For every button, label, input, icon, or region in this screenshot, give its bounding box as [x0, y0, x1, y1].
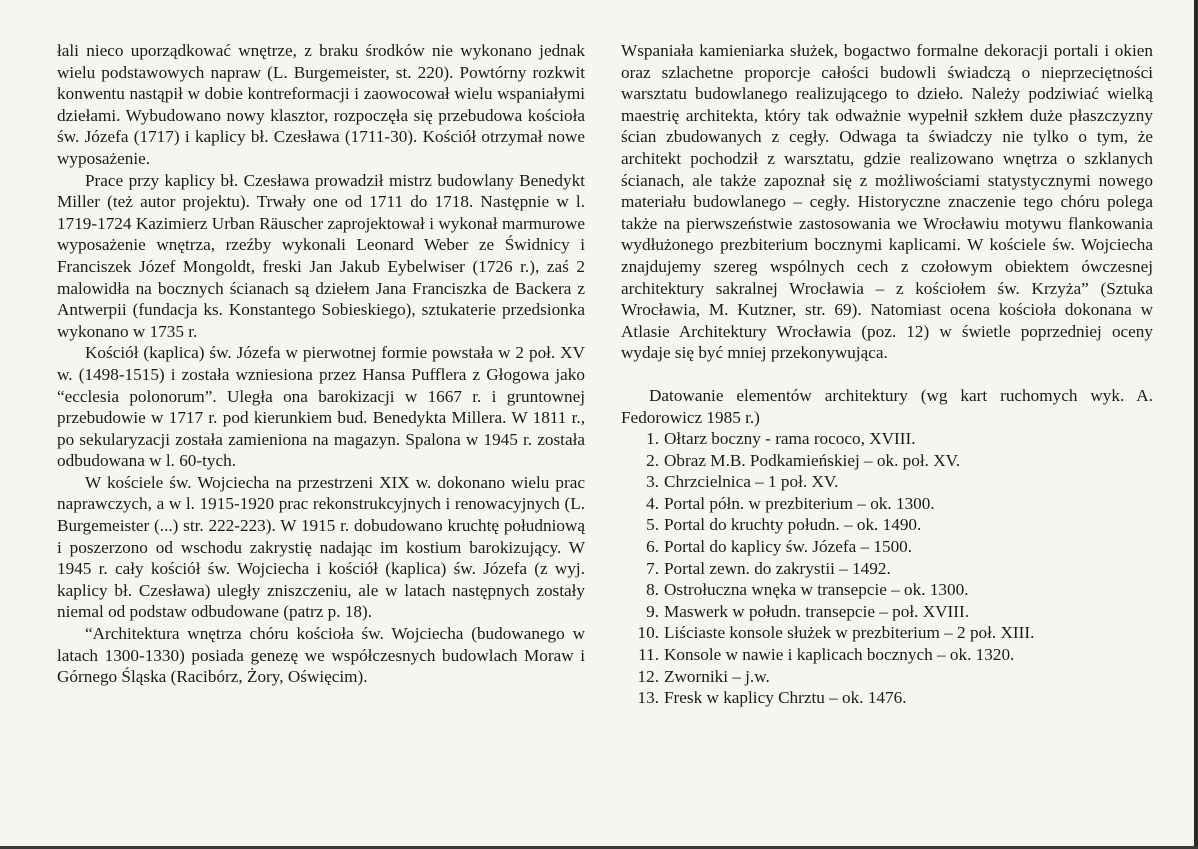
paragraph-gap	[621, 364, 1153, 385]
list-item	[621, 644, 1153, 666]
item-number: 1.	[646, 429, 659, 449]
item-text: Liściaste konsole służek w prezbiterium – 2 poł. XIII.	[664, 623, 1035, 643]
list-item	[621, 428, 1153, 450]
item-number: 9.	[646, 601, 659, 621]
list-item	[621, 622, 1153, 644]
paragraph: W kościele św. Wojciecha na przestrzeni XIX w. dokonano wielu prac naprawczych, a w l. 1915-1920 prac rekonstrukcyjnych i renowacyjnych (L. Burgemeister (...) str. 222-223). W 1915 r. dobudowano kruchtę południową i poszerzono od wschodu zakrystię nadając im kostium barokizujący. W 1945 r. cały kościół św. Wojciecha i kościół (kaplica) św. Józefa (z wyj. kaplicy bł. Czesława) uległy zniszczeniu, ale w latach następnych zostały niemal od podstaw odbudowane (patrz p. 18).	[57, 472, 585, 622]
item-text: Chrzcielnica – 1 poł. XV.	[664, 472, 839, 492]
list-item	[621, 536, 1153, 558]
item-text: Portal zewn. do zakrystii – 1492.	[664, 558, 891, 578]
list-item	[621, 558, 1153, 580]
item-text: Maswerk w połudn. transepcie – poł. XVIII.	[664, 601, 970, 621]
item-text: Zworniki – j.w.	[664, 666, 770, 686]
item-number: 11.	[638, 645, 659, 665]
item-number: 7.	[646, 558, 659, 578]
list-item	[621, 666, 1153, 688]
item-text: Obraz M.B. Podkamieńskiej – ok. poł. XV.	[664, 450, 961, 470]
item-number: 4.	[646, 493, 659, 513]
paragraph: “Architektura wnętrza chóru kościoła św. Wojciecha (budowanego w latach 1300-1330) posiada genezę we współczesnych budowlach Moraw i Górnego Śląska (Racibórz, Żory, Oświęcim).	[57, 624, 585, 687]
item-number: 3.	[646, 472, 659, 492]
item-number: 8.	[646, 580, 659, 600]
list-item	[621, 579, 1153, 601]
item-text: Portal do kruchty połudn. – ok. 1490.	[664, 515, 922, 535]
left-text-column	[57, 40, 585, 688]
item-text: Konsole w nawie i kaplicach bocznych – ok. 1320.	[664, 645, 1015, 665]
item-text: Ostrołuczna wnęka w transepcie – ok. 1300.	[664, 580, 969, 600]
item-number: 6.	[646, 537, 659, 557]
item-text: Portal półn. w prezbiterium – ok. 1300.	[664, 493, 935, 513]
dating-intro: Datowanie elementów architektury (wg kart ruchomych wyk. A. Fedorowicz 1985 r.)	[621, 385, 1153, 427]
item-text: Ołtarz boczny - rama rococo, XVIII.	[664, 429, 916, 449]
list-item	[621, 601, 1153, 623]
item-text: Fresk w kaplicy Chrztu – ok. 1476.	[664, 688, 907, 708]
list-item	[621, 471, 1153, 493]
paragraph: Kościół (kaplica) św. Józefa w pierwotnej formie powstała w 2 poł. XV w. (1498-1515) i została wzniesiona przez Hansa Pufflera z Głogowa jako “ecclesia polonorum”. Uległa ona barokizacji w 1667 r. i gruntownej przebudowie w 1717 r. pod kierunkiem bud. Benedykta Millera. W 1811 r., po sekularyzacji została zamieniona na magazyn. Spalona w 1945 r. została odbudowana w l. 60-tych.	[57, 343, 585, 471]
paragraph: Wspaniała kamieniarka służek, bogactwo formalne dekoracji portali i okien oraz szlachetne proporcje całości budowli świadczą o nieprzeciętności warsztatu budowlanego realizującego to dzieło. Należy podziwiać wielką maestrię architekta, który tak odważnie wypełnił szkłem duże płaszczyzny ścian zbudowanych z cegły. Odwaga ta świadczy nie tylko o tym, że architekt pochodził z warsztatu, gdzie realizowano wnętrza o szklanych ścianach, ale także zapoznał się z możliwościami statystycznymi nowego materiału budowlanego – cegły. Historyczne znaczenie tego chóru polega także na pierwszeństwie zastosowania we Wrocławiu motywu flankowania wydłużonego prezbiterium bocznymi kaplicami. W kościele św. Wojciecha znajdujemy szereg wspólnych cech z czołowym obiektem ówczesnej architektury sakralnej Wrocławia – z kościołem św. Krzyża” (Sztuka Wrocławia, M. Kutzner, str. 69). Natomiast ocena kościoła dokonana w Atlasie Architektury Wrocławia (poz. 12) w świetle poprzedniej oceny wydaje się być mniej przekonywująca.	[621, 41, 1153, 363]
item-number: 12.	[637, 666, 659, 686]
scan-edge-right	[1194, 0, 1198, 849]
right-text-column	[621, 40, 1153, 709]
list-item	[621, 514, 1153, 536]
item-text: Portal do kaplicy św. Józefa – 1500.	[664, 537, 913, 557]
item-number: 2.	[646, 450, 659, 470]
list-item	[621, 493, 1153, 515]
list-item	[621, 450, 1153, 472]
paragraph: łali nieco uporządkować wnętrze, z braku środków nie wykonano jednak wielu podstawowych napraw (L. Burgemeister, st. 220). Powtórny rozkwit konwentu nastąpił w dobie kontreformacji i zaowocował wielu wspaniałymi dziełami. Wybudowano nowy klasztor, rozpoczęła się przebudowa kościoła św. Józefa (1717) i kaplicy bł. Czesława (1711-30). Kościół otrzymał nowe wyposażenie.	[57, 41, 585, 168]
item-number: 10.	[637, 623, 659, 643]
list-item	[621, 687, 1153, 709]
paragraph: Prace przy kaplicy bł. Czesława prowadził mistrz budowlany Benedykt Miller (też autor projektu). Trwały one od 1711 do 1718. Następnie w l. 1719-1724 Kazimierz Urban Räuscher zaprojektował i wykonał marmurowe wyposażenie wnętrza, rzeźby wykonali Leonard Weber ze Świdnicy i Franciszek Józef Mongoldt, freski Jan Jakub Eybelwiser (1726 r.), zaś 2 malowidła na bocznych ścianach są dziełem Jana Franciszka de Backera z Antwerpii (fundacja ks. Konstantego Sobieskiego), sztukaterie przedsionka wykonano w 1735 r.	[57, 170, 585, 341]
item-number: 13.	[637, 688, 659, 708]
dating-list	[621, 428, 1153, 709]
item-number: 5.	[646, 515, 659, 535]
